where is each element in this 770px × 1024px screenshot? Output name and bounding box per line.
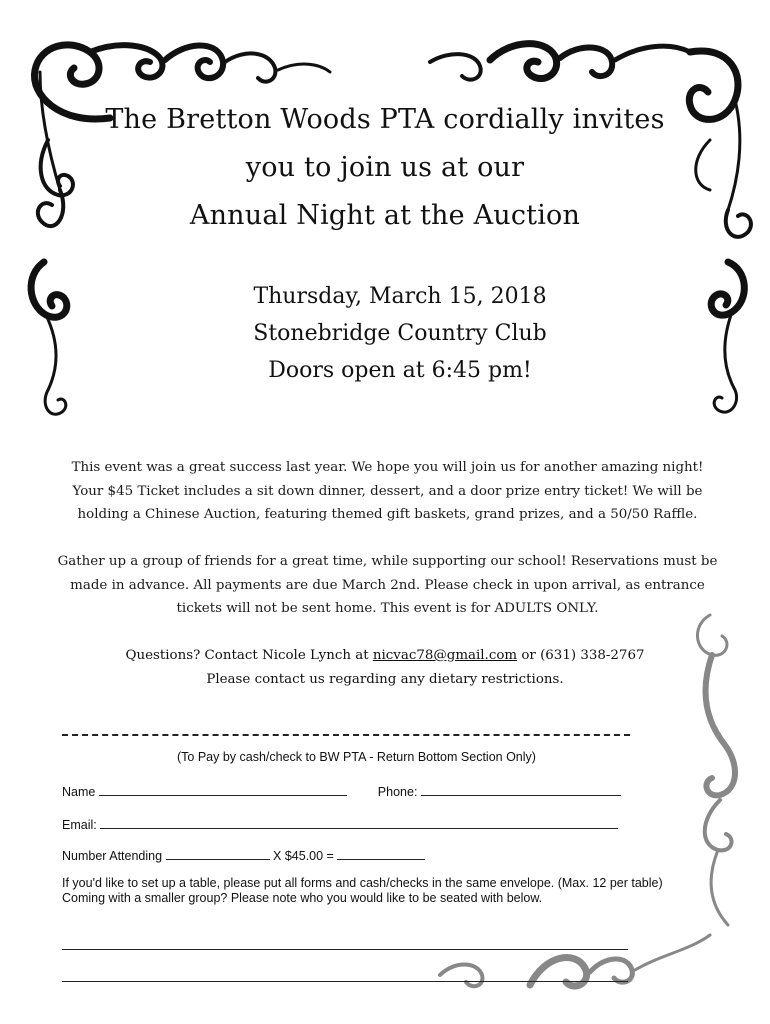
table-note: If you'd like to set up a table, please put all forms and cash/checks in the same envelope. (Max. 12 per table) Coming with a smaller group? Please note who you would like to be seated with below. bbox=[62, 876, 663, 905]
contact-prefix: Questions? Contact Nicole Lynch at bbox=[125, 648, 369, 663]
name-field[interactable] bbox=[99, 783, 347, 796]
invitation-headline bbox=[90, 96, 680, 240]
event-doors-time: Doors open at 6:45 pm! bbox=[268, 358, 532, 383]
bottom-gray-swirl bbox=[440, 964, 482, 986]
email-label: Email: bbox=[62, 818, 97, 832]
cut-here-line bbox=[62, 734, 630, 736]
phone-field[interactable] bbox=[421, 783, 621, 796]
headline-line-3: Annual Night at the Auction bbox=[189, 200, 581, 231]
contact-email-link[interactable]: nicvac78@gmail.com bbox=[372, 648, 518, 663]
headline-line-2: you to join us at our bbox=[245, 152, 525, 183]
left-swirl-2 bbox=[31, 262, 67, 317]
email-row bbox=[62, 816, 618, 832]
paragraph-ticket-info: This event was a great success last year. We hope you will join us for another amazing night! Your $45 Ticket includes a sit down dinner, dessert, and a door prize entry ticket! We will be holding a Chinese Auction, featuring themed gift baskets, grand prizes, and a 50/50 Raffle. bbox=[71, 460, 704, 522]
total-amount-field[interactable] bbox=[337, 847, 425, 860]
price-text: X $45.00 = bbox=[273, 849, 334, 863]
event-policies bbox=[55, 550, 720, 621]
top-left-swirl-row bbox=[90, 45, 162, 77]
contact-phone: or (631) 338-2767 bbox=[521, 648, 645, 663]
left-swirl-1 bbox=[41, 140, 73, 195]
seating-note-line-1[interactable] bbox=[62, 949, 628, 950]
email-field[interactable] bbox=[100, 816, 618, 829]
attending-label: Number Attending bbox=[62, 849, 163, 863]
attending-count-field[interactable] bbox=[166, 847, 270, 860]
event-details bbox=[160, 278, 640, 389]
headline-line-1: The Bretton Woods PTA cordially invites bbox=[105, 104, 665, 135]
form-instruction: (To Pay by cash/check to BW PTA - Return Bottom Section Only) bbox=[177, 750, 536, 764]
name-label: Name bbox=[62, 785, 96, 799]
event-date: Thursday, March 15, 2018 bbox=[253, 284, 547, 309]
top-right-scroll bbox=[689, 51, 738, 119]
attending-row bbox=[62, 847, 425, 863]
name-row bbox=[62, 783, 621, 799]
event-venue: Stonebridge Country Club bbox=[253, 321, 547, 346]
phone-label: Phone: bbox=[377, 785, 418, 799]
contact-info bbox=[60, 644, 710, 692]
paragraph-reservations: Gather up a group of friends for a great time, while supporting our school! Reservations must be made in advance. All payments are due March 2nd. Please check in upon arrival, as entrance tickets will not be sent home. This event is for ADULTS ONLY. bbox=[57, 554, 718, 616]
dietary-note: Please contact us regarding any dietary restrictions. bbox=[206, 672, 564, 687]
right-swirl-1 bbox=[711, 262, 744, 315]
top-right-swirl-row bbox=[430, 54, 481, 80]
seating-note-line-2[interactable] bbox=[62, 981, 628, 982]
event-description bbox=[55, 456, 720, 527]
